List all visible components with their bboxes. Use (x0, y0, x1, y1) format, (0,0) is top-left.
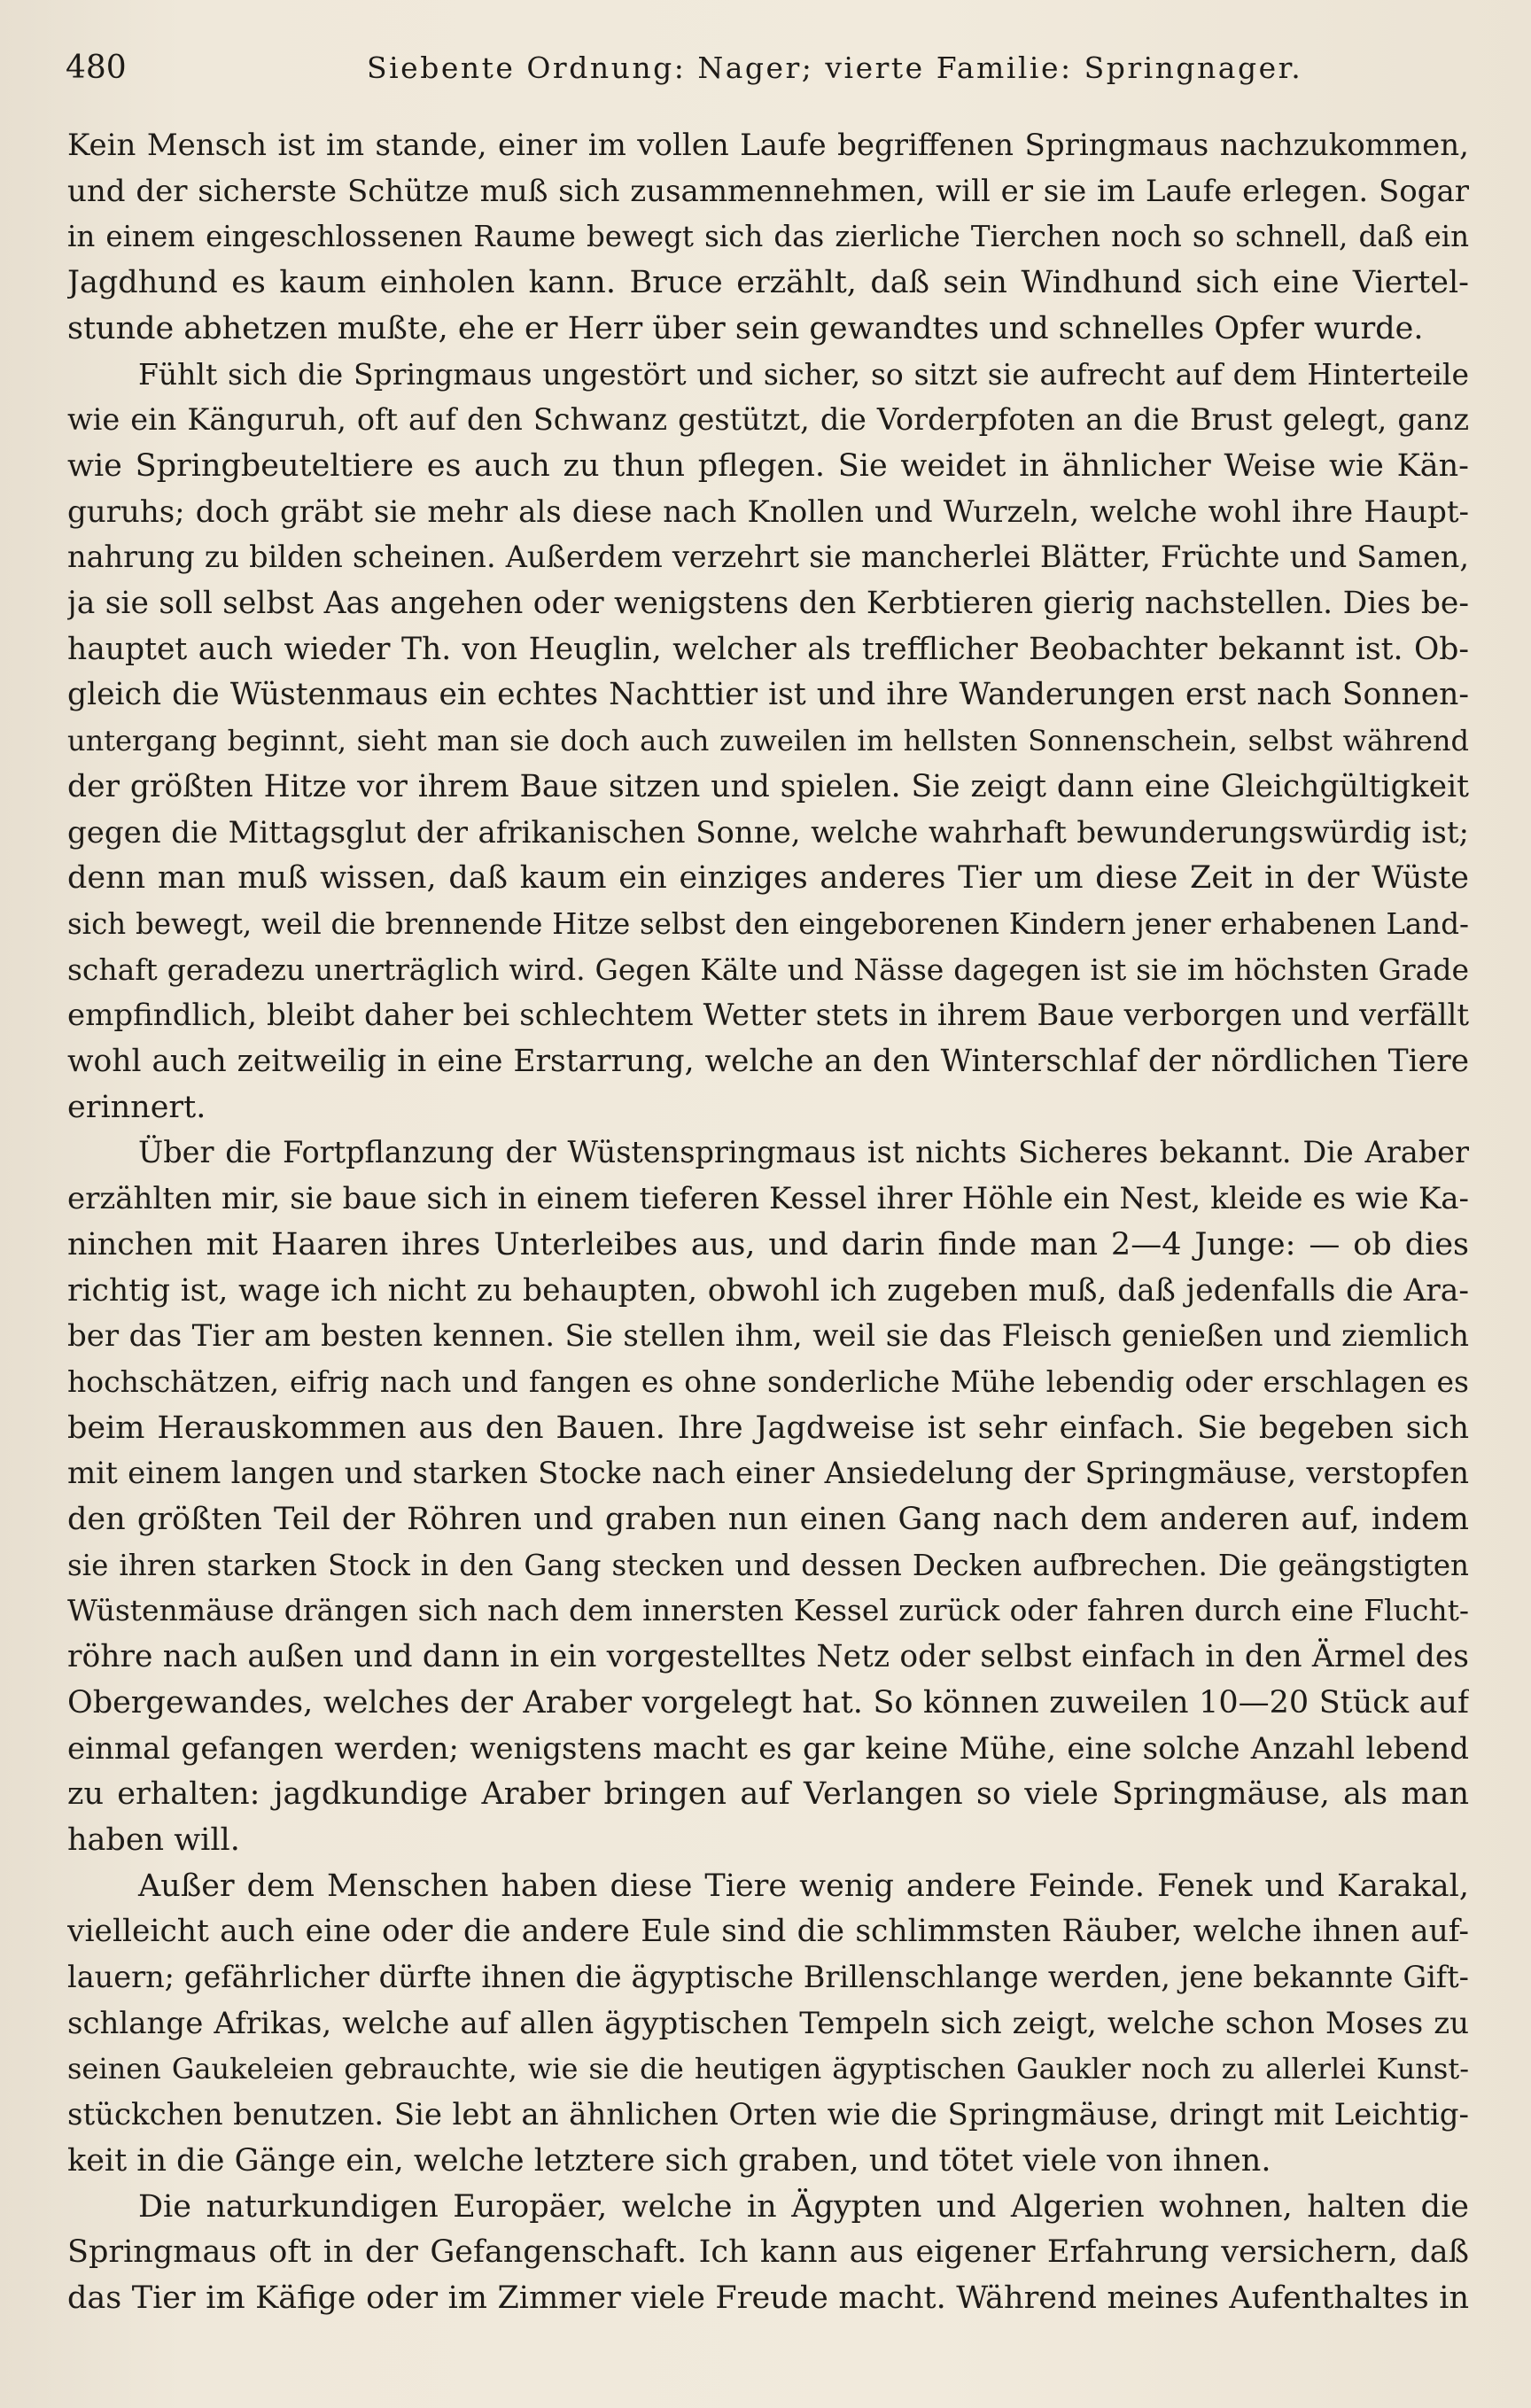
text-line: stunde abhetzen mußte, ehe er Herr über sein gewandtes und schnelles Opfer wurde. (67, 310, 1424, 346)
paragraph-first-line: Über die Fortpflanzung der Wüstenspringmaus ist nichts Sicheres bekannt. Die Araber (138, 1135, 1469, 1170)
running-head: Siebente Ordnung: Nager; vierte Familie: Springnager. (367, 50, 1303, 85)
text-line: röhre nach außen und dann in ein vorgestelltes Netz oder selbst einfach in den Ärmel des (67, 1639, 1469, 1675)
text-line: sich bewegt, weil die brennende Hitze selbst den eingeborenen Kindern jener erhabenen Land- (67, 906, 1469, 941)
text-line: ber das Tier am besten kennen. Sie stellen ihm, weil sie das Fleisch genießen und ziemlich (67, 1318, 1469, 1355)
text-line: haben will. (67, 1822, 240, 1858)
text-line: sie ihren starken Stock in den Gang stecken und dessen Decken aufbrechen. Die geängstigten (67, 1548, 1469, 1582)
text-line: und der sicherste Schütze muß sich zusammennehmen, will er sie im Laufe erlegen. Sogar (67, 173, 1469, 209)
paragraph-first-line: Die naturkundigen Europäer, welche in Ägypten und Algerien wohnen, halten die (138, 2188, 1469, 2225)
text-line: gleich die Wüstenmaus ein echtes Nachttier ist und ihre Wanderungen erst nach Sonnen- (67, 677, 1469, 713)
text-line: ja sie soll selbst Aas angehen oder wenigstens den Kerbtieren gierig nachstellen. Dies be- (67, 586, 1469, 621)
text-line: das Tier im Käfige oder im Zimmer viele Freude macht. Während meines Aufenthaltes in (67, 2280, 1469, 2316)
text-line: wie ein Känguruh, oft auf den Schwanz gestützt, die Vorderpfoten an die Brust gelegt, ganz (67, 402, 1469, 438)
text-line: vielleicht auch eine oder die andere Eule sind die schlimmsten Räuber, welche ihnen auf- (67, 1914, 1469, 1950)
text-line: einmal gefangen werden; wenigstens macht es gar keine Mühe, eine solche Anzahl lebend (67, 1730, 1469, 1767)
text-line: Kein Mensch ist im stande, einer im vollen Laufe begriffenen Springmaus nachzukommen, (67, 128, 1469, 163)
page-header (66, 46, 1474, 90)
paragraph-first-line: Fühlt sich die Springmaus ungestört und sicher, so sitzt sie aufrecht auf dem Hinterteile (138, 356, 1469, 392)
text-line: schaft geradezu unerträglich wird. Gegen Kälte und Nässe dagegen ist sie im höchsten Grade (67, 952, 1469, 987)
text-line: wohl auch zeitweilig in eine Erstarrung, welche an den Winterschlaf der nördlichen Tiere (67, 1044, 1469, 1079)
text-line: denn man muß wissen, daß kaum ein einziges anderes Tier um diese Zeit in der Wüste (67, 860, 1469, 897)
text-line: in einem eingeschlossenen Raume bewegt sich das zierliche Tierchen noch so schnell, daß ein (67, 220, 1469, 254)
text-line: ninchen mit Haaren ihres Unterleibes aus, und darin finde man 2—4 Junge: — ob dies (67, 1226, 1469, 1262)
text-line: erinnert. (67, 1089, 206, 1125)
text-line: hauptet auch wieder Th. von Heuglin, welcher als trefflicher Beobachter bekannt ist. Ob- (67, 631, 1469, 667)
text-line: seinen Gaukeleien gebrauchte, wie sie die heutigen ägyptischen Gaukler noch zu allerlei Kunst- (67, 2052, 1469, 2086)
text-line: empfindlich, bleibt daher bei schlechtem Wetter stets in ihrem Baue verborgen und verfällt (67, 998, 1469, 1034)
text-line: schlange Afrikas, welche auf allen ägyptischen Tempeln sich zeigt, welche schon Moses zu (67, 2005, 1469, 2041)
text-line: Springmaus oft in der Gefangenschaft. Ich kann aus eigener Erfahrung versichern, daß (67, 2234, 1469, 2271)
text-line: Jagdhund es kaum einholen kann. Bruce erzählt, daß sein Windhund sich eine Viertel- (67, 265, 1469, 301)
text-line: hochschätzen, eifrig nach und fangen es ohne sonderliche Mühe lebendig oder erschlagen es (67, 1363, 1469, 1399)
text-line: richtig ist, wage ich nicht zu behaupten, obwohl ich zugeben muß, daß jedenfalls die Ara- (67, 1272, 1469, 1309)
text-line: wie Springbeuteltiere es auch zu thun pflegen. Sie weidet in ähnlicher Weise wie Kän- (67, 447, 1469, 484)
text-line: stückchen benutzen. Sie lebt an ähnlichen Orten wie die Springmäuse, dringt mit Leichtig- (67, 2097, 1469, 2133)
body-text (67, 122, 1469, 2355)
text-line: untergang beginnt, sieht man sie doch auch zuweilen im hellsten Sonnenschein, selbst während (67, 724, 1469, 758)
text-line: den größten Teil der Röhren und graben nun einen Gang nach dem anderen auf, indem (67, 1502, 1469, 1537)
text-line: Wüstenmäuse drängen sich nach dem innersten Kessel zurück oder fahren durch eine Flucht- (67, 1593, 1469, 1628)
text-line: Obergewandes, welches der Araber vorgelegt hat. So können zuweilen 10—20 Stück auf (67, 1684, 1469, 1721)
text-line: der größten Hitze vor ihrem Baue sitzen und spielen. Sie zeigt dann eine Gleichgültigkeit (67, 768, 1469, 804)
page-number: 480 (66, 50, 127, 86)
text-line: erzählten mir, sie baue sich in einem tieferen Kessel ihrer Höhle ein Nest, kleide es wie Ka- (67, 1181, 1469, 1217)
text-line: keit in die Gänge ein, welche letztere sich graben, und tötet viele von ihnen. (67, 2142, 1271, 2179)
text-line: zu erhalten: jagdkundige Araber bringen auf Verlangen so viele Springmäuse, als man (67, 1776, 1469, 1813)
text-line: gegen die Mittagsglut der afrikanischen Sonne, welche wahrhaft bewunderungswürdig ist; (67, 814, 1469, 851)
paragraph-first-line: Außer dem Menschen haben diese Tiere wenig andere Feinde. Fenek und Karakal, (138, 1868, 1469, 1904)
text-line: guruhs; doch gräbt sie mehr als diese nach Knollen und Wurzeln, welche wohl ihre Haupt- (67, 493, 1469, 530)
text-line: nahrung zu bilden scheinen. Außerdem verzehrt sie mancherlei Blätter, Früchte und Samen, (67, 540, 1469, 575)
text-line: beim Herauskommen aus den Bauen. Ihre Jagdweise ist sehr einfach. Sie begeben sich (67, 1410, 1469, 1446)
text-line: lauern; gefährlicher dürfte ihnen die ägyptische Brillenschlange werden, jene bekannte Gift- (67, 1960, 1469, 1994)
text-line: mit einem langen und starken Stocke nach einer Ansiedelung der Springmäuse, verstopfen (67, 1456, 1469, 1492)
